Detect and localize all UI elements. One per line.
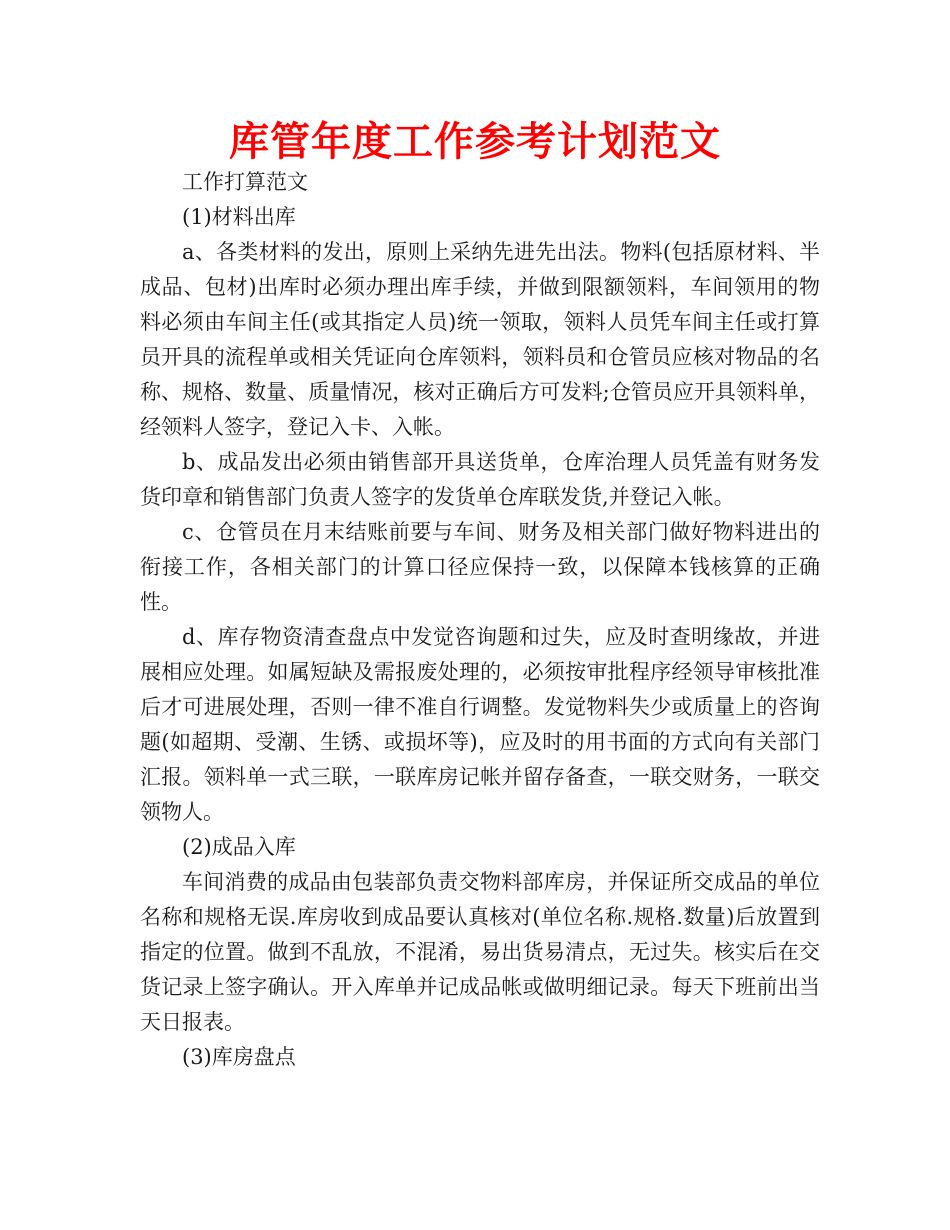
- paragraph-item-a: a、各类材料的发出，原则上采纳先进先出法。物料(包括原材料、半成品、包材)出库时必须办理出库手续，并做到限额领料，车间领用的物料必须由车间主任(或其指定人员)统一领取，领料人员凭车间主任或打算员开具的流程单或相关凭证向仓库领料，领料员和仓管员应核对物品的名称、规格、数量、质量情况，核对正确后方可发料;仓管员应开具领料单，经领料人签字，登记入卡、入帐。: [140, 240, 820, 439]
- paragraph-product-inbound-detail: 车间消费的成品由包装部负责交物料部库房，并保证所交成品的单位名称和规格无误.库房收到成品要认真核对(单位名称.规格.数量)后放置到指定的位置。做到不乱放，不混淆，易出货易清点，无过失。核实后在交货记录上签字确认。开入库单并记成品帐或做明细记录。每天下班前出当天日报表。: [140, 870, 820, 1034]
- paragraph-section-product-inbound: (2)成品入库: [182, 835, 296, 859]
- document-body: [140, 165, 820, 1075]
- document-title: 库管年度工作参考计划范文: [229, 118, 721, 165]
- paragraph-item-c: c、仓管员在月末结账前要与车间、财务及相关部门做好物料进出的衔接工作，各相关部门的计算口径应保持一致，以保障本钱核算的正确性。: [140, 520, 820, 614]
- paragraph-item-b: b、成品发出必须由销售部开具送货单，仓库治理人员凭盖有财务发货印章和销售部门负责人签字的发货单仓库联发货,并登记入帐。: [140, 450, 820, 509]
- paragraph-section-material-outbound: (1)材料出库: [182, 205, 296, 229]
- paragraph-section-inventory-check: (3)库房盘点: [182, 1045, 296, 1069]
- paragraph-item-d: d、库存物资清查盘点中发觉咨询题和过失，应及时查明缘故，并进展相应处理。如属短缺及需报废处理的，必须按审批程序经领导审核批准后才可进展处理，否则一律不准自行调整。发觉物料失少或质量上的咨询题(如超期、受潮、生锈、或损坏等)，应及时的用书面的方式向有关部门汇报。领料单一式三联，一联库房记帐并留存备查，一联交财务，一联交领物人。: [140, 625, 820, 824]
- paragraph-plan-heading: 工作打算范文: [182, 170, 308, 194]
